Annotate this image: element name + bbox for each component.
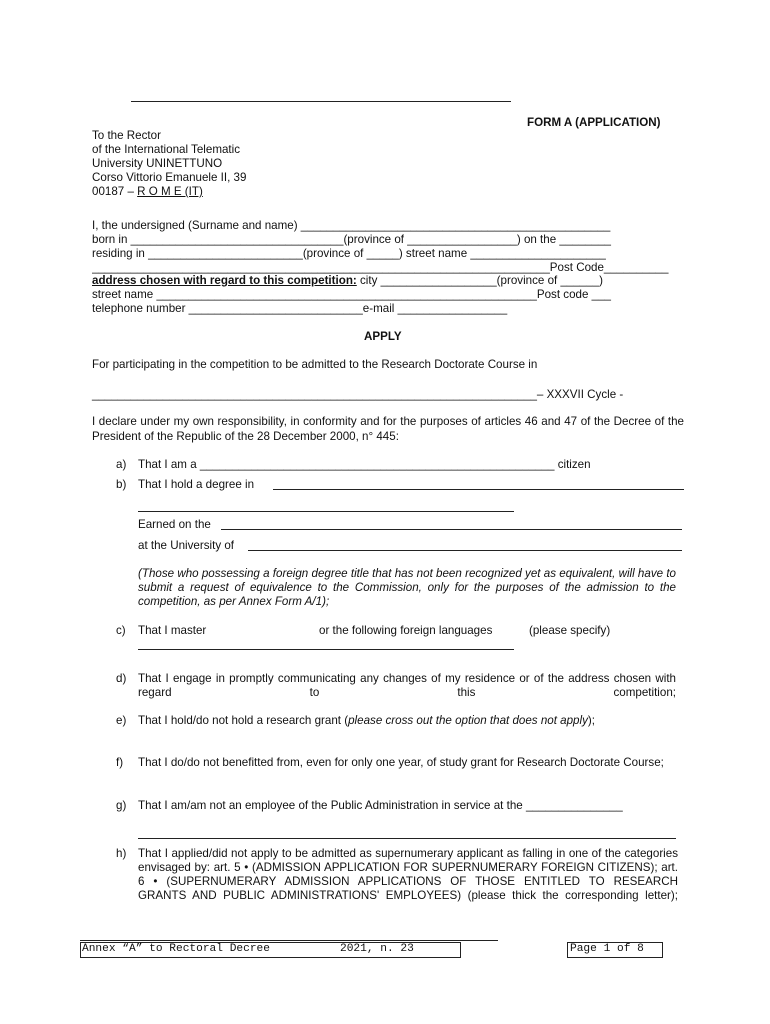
course-field[interactable]: _____________________________________________________________________– XXXVII Cycle -: [92, 388, 624, 401]
apply-heading: APPLY: [364, 330, 402, 343]
degree-label: That I hold a degree in: [138, 478, 255, 491]
item-f-text: That I do/do not benefitted from, even for only one year, of study grant for Research Doctorate Course;: [138, 756, 664, 769]
languages-label-3: (please specify): [529, 624, 611, 637]
item-b-letter: b): [116, 478, 127, 491]
address-chosen-line[interactable]: [92, 274, 603, 287]
city-rome: R O M E (IT): [137, 185, 203, 198]
page-number: Page 1 of 8: [570, 943, 644, 955]
item-e-text: [138, 714, 595, 727]
street-field[interactable]: street name ___________________________________________________________Post code ___: [92, 288, 611, 301]
item-a-letter: a): [116, 458, 127, 471]
foreign-degree-note: (Those who possessing a foreign degree title that has not been recognized yet as equivalent, will have to submit a request of equivalence to the Commission, only for the purposes of the admission to the competition, as per Annex Form A/1);: [138, 567, 676, 608]
employee-field[interactable]: That I am/am not an employee of the Public Administration in service at the _______________: [138, 799, 623, 812]
research-grant-end: );: [587, 714, 595, 727]
footer-decree: 2021, n. 23: [340, 943, 414, 955]
university-label: at the University of: [138, 539, 235, 552]
university-field[interactable]: [248, 550, 682, 551]
item-h-text: That I applied/did not apply to be admitted as supernumerary applicant as falling in one of the categories envisaged by: art. 5 • (ADMISSION APPLICATION FOR SUPERNUMERARY FOREIGN CITIZENS); art. 6 • (SUPERNUMERARY ADMISSION APPLICATIONS OF THOSE ENTITLED TO RESEARCH GRANTS AND PUBLIC ADMINISTRATIONS' EMPLOYEES) (please thick the corresponding letter);: [138, 847, 678, 902]
degree-field[interactable]: [273, 489, 684, 490]
languages-label-1: That I master: [138, 624, 207, 637]
citizenship-field[interactable]: That I am a _______________________________________________________ citizen: [138, 458, 591, 471]
item-d-letter: d): [116, 672, 127, 685]
born-field[interactable]: born in _________________________________(province of _________________) on the ________: [92, 233, 611, 246]
item-d-text: That I engage in promptly communicating any changes of my residence or of the address chosen with regard to this competition;: [138, 672, 676, 699]
postal-code: 00187 –: [92, 185, 138, 198]
item-f-letter: f): [116, 756, 124, 769]
postcode-field[interactable]: _______________________________________________________________________Post Code__________: [92, 261, 669, 274]
item-e-letter: e): [116, 714, 127, 727]
undersigned-field[interactable]: I, the undersigned (Surname and name) ________________________________________________: [92, 219, 611, 232]
top-rule: [131, 101, 511, 102]
form-title: FORM A (APPLICATION): [527, 116, 661, 129]
languages-field[interactable]: [138, 649, 514, 650]
address-line-3: University UNINETTUNO: [92, 157, 223, 170]
research-grant-text: That I hold/do not hold a research grant (: [138, 714, 349, 727]
address-line-5: [92, 185, 203, 198]
item-g-letter: g): [116, 799, 127, 812]
address-chosen-label: address chosen with regard to this competition:: [92, 274, 357, 287]
earned-label: Earned on the: [138, 518, 211, 531]
address-line-4: Corso Vittorio Emanuele II, 39: [92, 171, 247, 184]
languages-label-2: or the following foreign languages: [319, 624, 493, 637]
declaration-text: I declare under my own responsibility, in conformity and for the purposes of articles 46 and 47 of the Decree of the President of the Republic of the 28 December 2000, n° 445:: [92, 415, 684, 443]
item-c-letter: c): [116, 624, 126, 637]
address-line-2: of the International Telematic: [92, 143, 241, 156]
degree-field-continued[interactable]: [138, 511, 514, 512]
footer-annex: Annex “A” to Rectoral Decree: [82, 943, 270, 955]
cross-out-note: please cross out the option that does not apply: [348, 714, 588, 727]
item-h-letter: h): [116, 847, 127, 860]
telephone-field[interactable]: telephone number ___________________________e-mail _________________: [92, 302, 508, 315]
employee-field-continued[interactable]: [138, 838, 676, 839]
footer-rule: [80, 940, 498, 941]
residing-field[interactable]: residing in ________________________(province of _____) street name _____________________: [92, 247, 606, 260]
address-chosen-city[interactable]: city __________________(province of ______): [356, 274, 604, 287]
participating-text: For participating in the competition to be admitted to the Research Doctorate Course in: [92, 358, 538, 371]
earned-date-field[interactable]: [221, 529, 682, 530]
address-line-1: To the Rector: [92, 129, 161, 142]
